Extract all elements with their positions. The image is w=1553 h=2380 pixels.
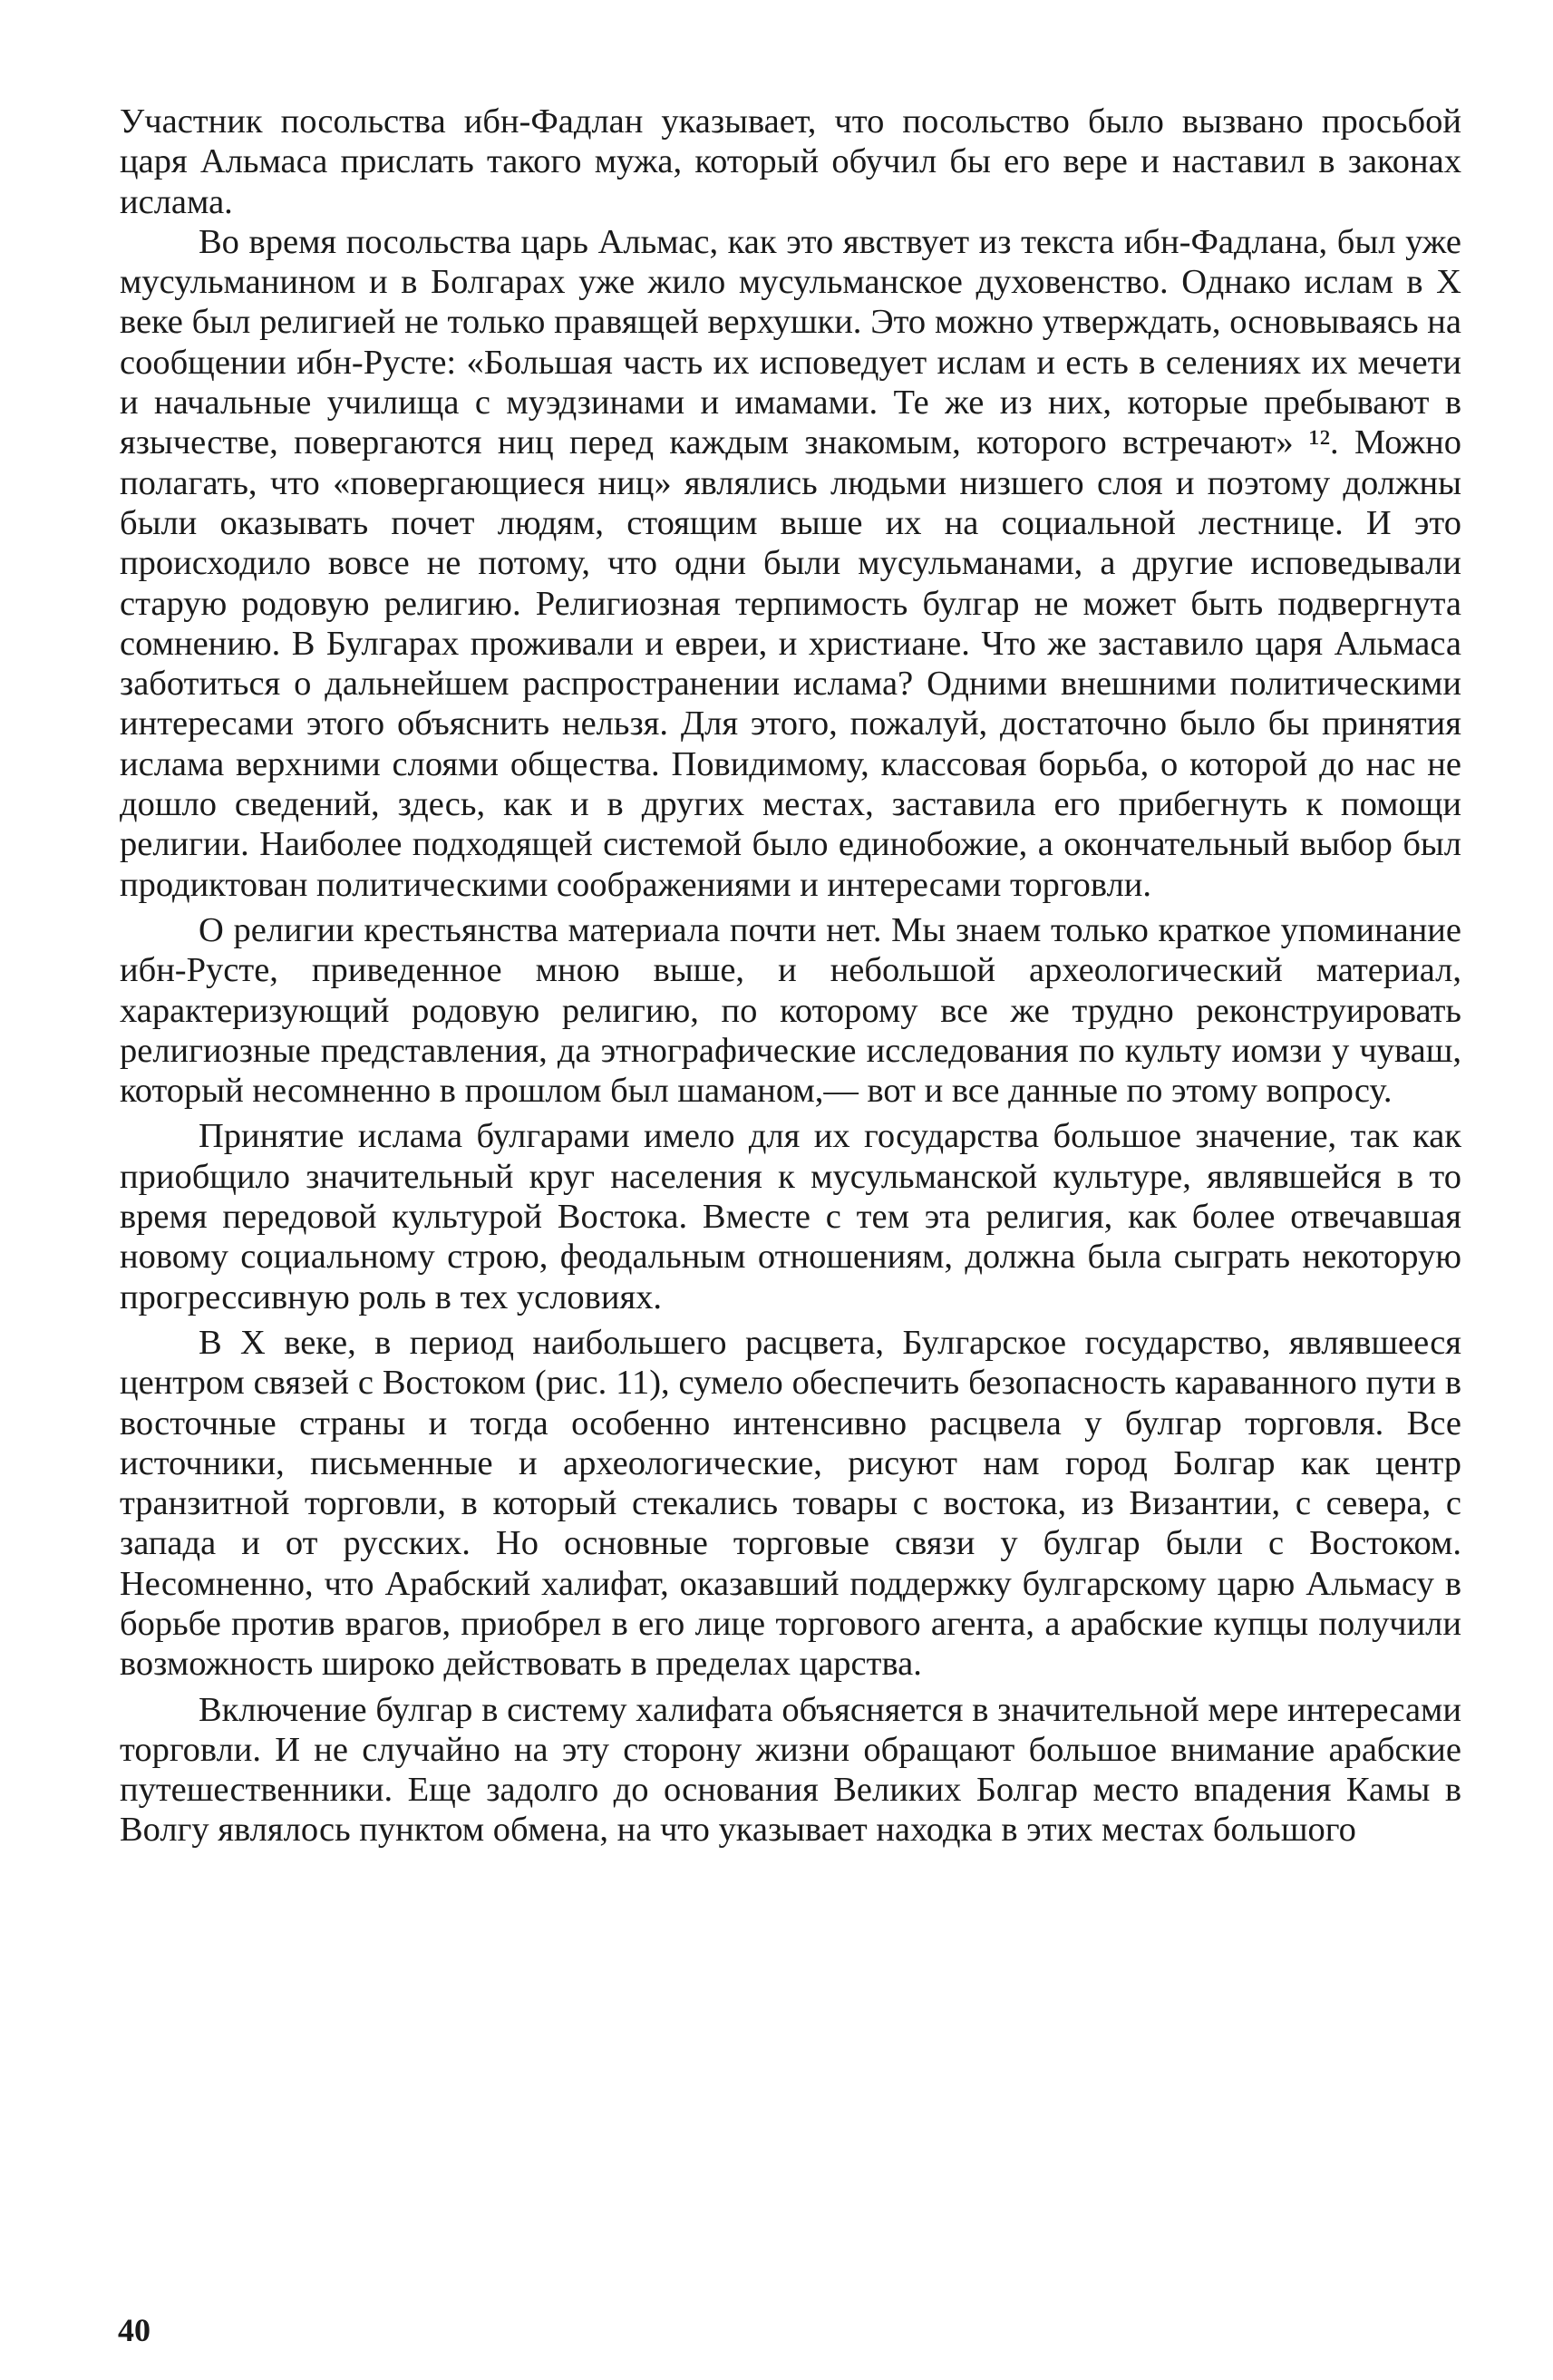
paragraph-3: О религии крестьянства материала почти нет. Мы знаем только краткое упоминание ибн-Русте, приведенное мною выше, и небольшой археологический материал, характеризующий родовую религию, по которому все же трудно реконструировать религиозные представления, да этнографические исследования по культу иомзи у чуваш, который несомненно в прошлом был шаманом,— вот и все данные по этому вопросу. [120,910,1461,1111]
body-text [120,102,1461,1851]
paragraph-2: Во время посольства царь Альмас, как это явствует из текста ибн-Фадлана, был уже мусульманином и в Болгарах уже жило мусульманское духовенство. Однако ислам в X веке был религией не только правящей верхушки. Это можно утверждать, основываясь на сообщении ибн-Русте: «Большая часть их исповедует ислам и есть в селениях их мечети и начальные училища с муэдзинами и имамами. Те же из них, которые пребывают в язычестве, повергаются ниц перед каждым знакомым, которого встречают» ¹². Можно полагать, что «повергающиеся ниц» являлись людьми низшего слоя и поэтому должны были оказывать почет людям, стоящим выше их на социальной лестнице. И это происходило вовсе не потому, что одни были мусульманами, а другие исповедывали старую родовую религию. Религиозная терпимость булгар не может быть подвергнута сомнению. В Булгарах проживали и евреи, и христиане. Что же заставило царя Альмаса заботиться о дальнейшем распространении ислама? Одними внешними политическими интересами этого объяснить нельзя. Для этого, пожалуй, достаточно было бы принятия ислама верхними слоями общества. Повидимому, классовая борьба, о которой до нас не дошло сведений, здесь, как и в других местах, заставила его прибегнуть к помощи религии. Наиболее подходящей системой было единобожие, а окончательный выбор был продиктован политическими соображениями и интересами торговли. [120,222,1461,904]
page-number: 40 [118,2312,150,2348]
paragraph-6: Включение булгар в систему халифата объясняется в значительной мере интересами торговли. И не случайно на эту сторону жизни обращают большое внимание арабские путешественники. Еще задолго до основания Великих Болгар место впадения Камы в Волгу являлось пунктом обмена, на что указывает находка в этих местах большого [120,1690,1461,1850]
paragraph-4: Принятие ислама булгарами имело для их государства большое значение, так как приобщило значительный круг населения к мусульманской культуре, являвшейся в то время передовой культурой Востока. Вместе с тем эта религия, как более отвечавшая новому социальному строю, феодальным отношениям, должна была сыграть некоторую прогрессивную роль в тех условиях. [120,1117,1461,1316]
paragraph-1: Участник посольства ибн-Фадлан указывает, что посольство было вызвано просьбой царя Альмаса прислать такого мужа, который обучил бы его вере и наставил в законах ислама. [120,102,1461,221]
paragraph-5: В X веке, в период наибольшего расцвета, Булгарское государство, являвшееся центром связей с Востоком (рис. 11), сумело обеспечить безопасность караванного пути в восточные страны и тогда особенно интенсивно расцвела у булгар торговля. Все источники, письменные и археологические, рисуют нам город Болгар как центр транзитной торговли, в который стекались товары с востока, из Византии, с севера, с запада и от русских. Но основные торговые связи у булгар были с Востоком. Несомненно, что Арабский халифат, оказавший поддержку булгарскому царю Альмасу в борьбе против врагов, приобрел в его лице торгового агента, а арабские купцы получили возможность широко действовать в пределах царства. [120,1323,1461,1684]
